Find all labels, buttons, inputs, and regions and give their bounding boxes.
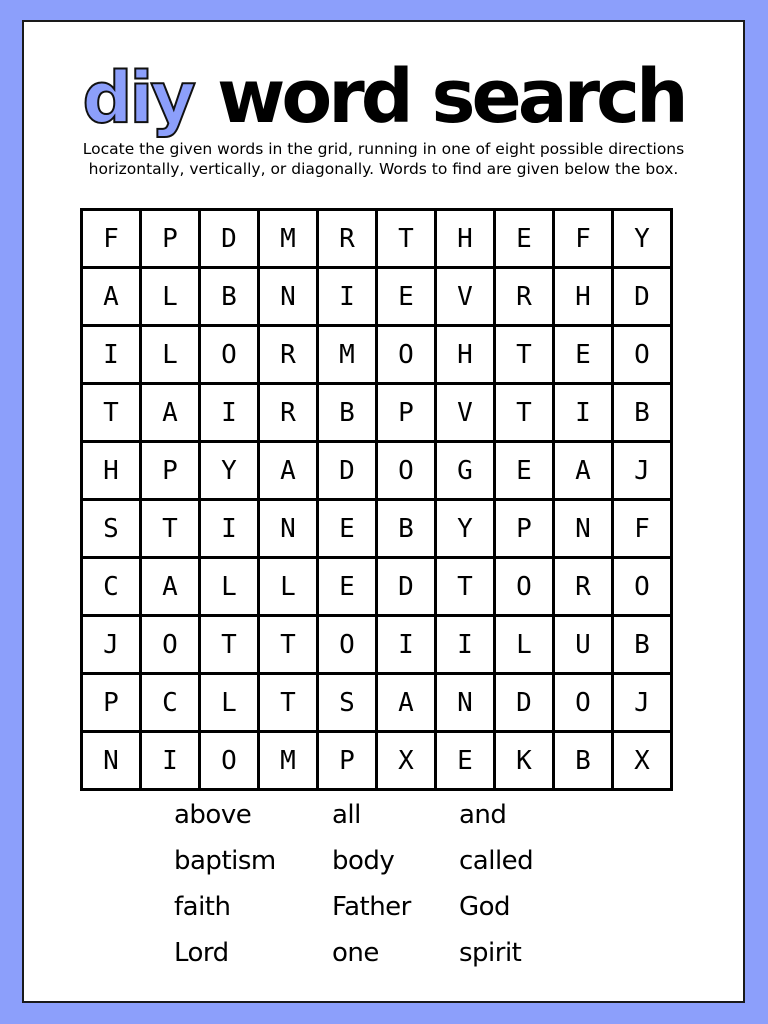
grid-cell[interactable]: I [200,500,259,558]
grid-cell[interactable]: N [259,500,318,558]
grid-cell[interactable]: E [495,210,554,268]
grid-row [82,326,672,384]
grid-cell[interactable]: A [259,442,318,500]
grid-cell[interactable]: B [613,384,672,442]
grid-cell[interactable]: O [613,326,672,384]
grid-cell[interactable]: T [259,674,318,732]
grid-cell[interactable]: E [554,326,613,384]
word-list-item: and [459,800,507,830]
grid-cell[interactable]: P [141,210,200,268]
grid-cell[interactable]: O [318,616,377,674]
grid-cell[interactable]: M [318,326,377,384]
grid-cell[interactable]: C [141,674,200,732]
grid-cell[interactable]: O [200,326,259,384]
grid-row [82,268,672,326]
word-list-item: Father [332,892,411,922]
grid-cell[interactable]: O [141,616,200,674]
grid-cell[interactable]: O [554,674,613,732]
grid-cell[interactable]: O [200,732,259,790]
grid-row [82,210,672,268]
grid-cell[interactable]: U [554,616,613,674]
grid-cell[interactable]: B [318,384,377,442]
grid-cell[interactable]: N [554,500,613,558]
grid-cell[interactable]: P [141,442,200,500]
grid-cell[interactable]: R [259,384,318,442]
grid-cell[interactable]: R [495,268,554,326]
grid-cell[interactable]: H [554,268,613,326]
word-list-item: above [174,800,252,830]
word-list [174,792,594,976]
grid-row [82,558,672,616]
grid-cell[interactable]: D [200,210,259,268]
word-list-item: baptism [174,846,276,876]
grid-cell[interactable]: A [141,558,200,616]
grid-cell[interactable]: A [141,384,200,442]
word-list-item: spirit [459,938,522,968]
page-title [24,54,743,140]
grid-cell[interactable]: F [554,210,613,268]
grid-cell[interactable]: P [495,500,554,558]
grid-cell[interactable]: I [554,384,613,442]
grid-cell[interactable]: T [495,326,554,384]
grid-cell[interactable]: B [200,268,259,326]
grid-cell[interactable]: L [495,616,554,674]
grid-cell[interactable]: N [436,674,495,732]
grid-cell[interactable]: R [259,326,318,384]
grid-cell[interactable]: M [259,210,318,268]
title-main: word search [217,54,685,140]
grid-cell[interactable]: A [82,268,141,326]
grid-cell[interactable]: S [82,500,141,558]
grid-cell[interactable]: O [377,442,436,500]
grid-cell[interactable]: T [377,210,436,268]
grid-row [82,732,672,790]
grid-cell[interactable]: T [259,616,318,674]
word-list-item: Lord [174,938,229,968]
grid-cell[interactable]: H [436,210,495,268]
grid-cell[interactable]: H [436,326,495,384]
grid-cell[interactable]: E [495,442,554,500]
grid-cell[interactable]: L [259,558,318,616]
grid-cell[interactable]: J [82,616,141,674]
grid-cell[interactable]: E [318,558,377,616]
grid-cell[interactable]: I [141,732,200,790]
worksheet [22,20,745,1003]
grid-cell[interactable]: T [141,500,200,558]
grid-cell[interactable]: F [82,210,141,268]
grid-cell[interactable]: L [200,558,259,616]
grid-cell[interactable]: T [200,616,259,674]
grid-cell[interactable]: N [82,732,141,790]
grid-row [82,442,672,500]
grid-cell[interactable]: Y [436,500,495,558]
grid-cell[interactable]: X [613,732,672,790]
grid-cell[interactable]: N [259,268,318,326]
grid-cell[interactable]: T [436,558,495,616]
word-list-item: God [459,892,511,922]
word-list-item: body [332,846,395,876]
grid-cell[interactable]: T [82,384,141,442]
grid-cell[interactable]: P [318,732,377,790]
grid-cell[interactable]: I [377,616,436,674]
grid-row [82,674,672,732]
grid-cell[interactable]: T [495,384,554,442]
grid-cell[interactable]: A [377,674,436,732]
grid-cell[interactable]: I [200,384,259,442]
grid-cell[interactable]: F [613,500,672,558]
grid-cell[interactable]: K [495,732,554,790]
grid-cell[interactable]: I [82,326,141,384]
grid-cell[interactable]: O [613,558,672,616]
grid-cell[interactable]: J [613,442,672,500]
grid-cell[interactable]: E [377,268,436,326]
grid-cell[interactable]: S [318,674,377,732]
grid-row [82,500,672,558]
grid-cell[interactable]: D [613,268,672,326]
grid-cell[interactable]: I [436,616,495,674]
grid-cell[interactable]: R [554,558,613,616]
word-list-item: called [459,846,534,876]
grid-cell[interactable]: V [436,268,495,326]
grid-cell[interactable]: H [82,442,141,500]
grid-cell[interactable]: G [436,442,495,500]
grid-cell[interactable]: O [377,326,436,384]
word-list-item: faith [174,892,231,922]
grid-cell[interactable]: L [200,674,259,732]
title-diy: diy [82,57,194,139]
grid-cell[interactable]: B [613,616,672,674]
grid-cell[interactable]: B [554,732,613,790]
grid-cell[interactable]: L [141,326,200,384]
instructions: Locate the given words in the grid, running in one of eight possible directions horizontally, vertically, or diagonally. Words to find are given below the box. [82,140,685,178]
grid-row [82,384,672,442]
grid-cell[interactable]: B [377,500,436,558]
grid-cell[interactable]: J [613,674,672,732]
grid-cell[interactable]: Y [200,442,259,500]
grid-cell[interactable]: E [436,732,495,790]
word-list-item: all [332,800,361,830]
grid-cell[interactable]: R [318,210,377,268]
grid-cell[interactable]: D [318,442,377,500]
grid-cell[interactable]: C [82,558,141,616]
grid-cell[interactable]: I [318,268,377,326]
letter-grid [80,208,673,791]
grid-cell[interactable]: P [82,674,141,732]
grid-cell[interactable]: V [436,384,495,442]
grid-cell[interactable]: P [377,384,436,442]
grid-cell[interactable]: O [495,558,554,616]
grid-row [82,616,672,674]
grid-cell[interactable]: M [259,732,318,790]
grid-cell[interactable]: Y [613,210,672,268]
word-list-item: one [332,938,379,968]
grid-cell[interactable]: L [141,268,200,326]
grid-cell[interactable]: D [495,674,554,732]
grid-cell[interactable]: A [554,442,613,500]
grid-cell[interactable]: X [377,732,436,790]
grid-cell[interactable]: E [318,500,377,558]
grid-cell[interactable]: D [377,558,436,616]
